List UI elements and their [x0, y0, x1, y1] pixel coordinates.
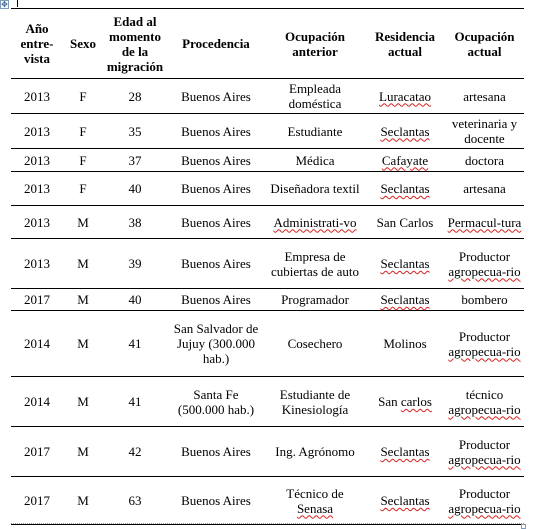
table-cell [103, 206, 167, 239]
cell-text: 2013 [24, 214, 50, 230]
table-cell [11, 239, 63, 289]
table-cell [265, 79, 365, 114]
table-cell [11, 477, 63, 525]
cell-text: 2017 [24, 493, 50, 508]
cell-text: Buenos Aires [181, 214, 251, 230]
table-row [11, 311, 524, 377]
cell-text: Buenos Aires [181, 493, 251, 508]
cell-text: F [79, 123, 87, 139]
cell-text: 2013 [24, 256, 50, 271]
header-cell: Año entre-vista [20, 21, 54, 66]
cell-text: Seclantas [380, 444, 430, 459]
table-cell [167, 149, 265, 172]
table-cell [167, 477, 265, 525]
table-cell [445, 114, 524, 149]
table-cell [103, 427, 167, 477]
table-cell [167, 114, 265, 149]
cell-text [286, 486, 343, 516]
cell-text: San Carlos [376, 214, 434, 230]
table-cell [11, 311, 63, 377]
table-resize-handle[interactable] [521, 524, 526, 529]
table-row [11, 477, 524, 525]
table-cell [63, 477, 103, 525]
table-cell [445, 289, 524, 311]
cell-text: Buenos Aires [181, 123, 251, 139]
word: agropecua-rio [448, 500, 521, 516]
word: Senasa [296, 500, 334, 516]
table-cell [167, 311, 265, 377]
header-cell: Procedencia [182, 36, 250, 51]
table-cell [63, 114, 103, 149]
word: carlos [400, 394, 432, 409]
table-row [11, 172, 524, 206]
cell-text: Estudiante [287, 123, 343, 139]
cell-text: Buenos Aires [181, 88, 251, 104]
table-cell [63, 311, 103, 377]
table-cell [365, 377, 445, 427]
table-cell [265, 311, 365, 377]
header-cell: Residencia actual [375, 28, 435, 59]
table-cell [11, 172, 63, 206]
cell-text: Molinos [383, 336, 427, 351]
migration-table [11, 8, 524, 525]
table-cell [445, 477, 524, 525]
cell-text: 37 [128, 152, 142, 168]
cell-text: Empresa de cubiertas de auto [270, 248, 360, 279]
table-cell [265, 114, 365, 149]
cell-text: 39 [128, 256, 142, 271]
cell-text: 35 [128, 123, 142, 139]
cell-text: Médica [295, 152, 335, 168]
cell-text: Seclantas [380, 292, 430, 307]
cell-text: Administrati-vo [273, 214, 357, 230]
table-cell [365, 239, 445, 289]
table-cell [167, 172, 265, 206]
table-cell [365, 172, 445, 206]
table-cell [365, 206, 445, 239]
cell-text [448, 486, 520, 516]
table-cell [103, 289, 167, 311]
cell-text: M [77, 336, 89, 351]
word: agropecua-rio [448, 343, 521, 359]
word: agropecua-rio [448, 263, 521, 279]
word: de [331, 485, 344, 501]
table-cell [11, 427, 63, 477]
cell-text: Seclantas [380, 181, 430, 196]
table-cell [103, 172, 167, 206]
table-cell [11, 206, 63, 239]
table-cell [265, 377, 365, 427]
cell-text [448, 249, 520, 279]
table-row [11, 114, 524, 149]
page-margin-guide [11, 523, 524, 525]
table-cell [63, 172, 103, 206]
cell-text: 2013 [24, 88, 50, 104]
cell-text: Empleada doméstica [288, 81, 342, 111]
cell-text: Diseñadora textil [270, 181, 360, 196]
table-cell [365, 477, 445, 525]
cell-text: Ing. Agrónomo [275, 444, 355, 459]
cell-text: Programador [281, 292, 349, 307]
table-cell [365, 311, 445, 377]
table-cell [445, 149, 524, 172]
cell-text: 42 [128, 444, 142, 459]
table-cell [11, 79, 63, 114]
cell-text: Buenos Aires [181, 292, 251, 307]
table-cell [63, 206, 103, 239]
cell-text: Permacul-tura [447, 214, 522, 230]
table-cell [445, 239, 524, 289]
cell-text: artesana [463, 181, 506, 196]
document-table-container [11, 8, 524, 525]
cell-text: Seclantas [380, 123, 430, 139]
table-cell [265, 477, 365, 525]
table-cell [167, 427, 265, 477]
word: agropecua-rio [448, 451, 521, 467]
table-cell [365, 114, 445, 149]
header-cell: Sexo [70, 36, 96, 51]
table-row [11, 377, 524, 427]
cell-text: M [77, 493, 89, 508]
cell-text [448, 437, 520, 467]
cell-text: bombero [461, 292, 508, 307]
cell-text: Buenos Aires [181, 152, 251, 168]
cell-text: 2017 [24, 444, 50, 459]
table-cell [445, 377, 524, 427]
table-cell [103, 239, 167, 289]
cell-text: Estudiante de Kinesiología [279, 386, 351, 417]
text-cursor [17, 0, 18, 7]
table-cell [11, 114, 63, 149]
cell-text: F [79, 152, 87, 168]
cell-text: 40 [128, 181, 142, 196]
cell-text: M [77, 292, 89, 307]
cell-text: 2014 [24, 336, 50, 351]
table-cell [265, 239, 365, 289]
header-cell: Edad al momento de la migración [106, 13, 164, 74]
cell-text: Cafayate [381, 152, 429, 168]
cell-text: 2013 [24, 123, 50, 139]
table-cell [63, 427, 103, 477]
cell-text: 41 [128, 336, 142, 351]
table-row [11, 289, 524, 311]
table-cell [445, 311, 524, 377]
table-cell [265, 149, 365, 172]
table-cell [167, 289, 265, 311]
table-cell [365, 427, 445, 477]
header-cell: Ocupación actual [454, 28, 515, 59]
cell-text: M [77, 256, 89, 271]
cell-text: Santa Fe (500.000 hab.) [177, 386, 255, 417]
word: San [378, 394, 398, 409]
table-move-handle-icon[interactable]: ✥ [1, 0, 8, 9]
cell-text: M [77, 214, 89, 230]
cell-text: M [77, 444, 89, 459]
table-cell [167, 79, 265, 114]
word: Técnico [286, 485, 329, 501]
table-cell [445, 427, 524, 477]
cell-text [448, 329, 520, 359]
cell-text: M [77, 394, 89, 409]
cell-text: doctora [465, 152, 504, 168]
cell-text: Luracatao [379, 88, 431, 104]
word: Productor [458, 485, 511, 501]
cell-text: 41 [128, 394, 142, 409]
table-cell [445, 206, 524, 239]
table-cell [103, 377, 167, 427]
word: técnico [465, 386, 504, 402]
table-cell [445, 79, 524, 114]
cell-text: 2017 [24, 292, 50, 307]
table-cell [265, 206, 365, 239]
cell-text: 2013 [24, 181, 50, 196]
table-cell [63, 239, 103, 289]
cell-text: 2014 [24, 394, 50, 409]
word: Productor [458, 248, 511, 264]
table-header-row [11, 9, 524, 79]
table-row [11, 239, 524, 289]
cell-text: veterinaria y docente [451, 116, 518, 146]
cell-text: 38 [128, 214, 142, 230]
table-cell [445, 172, 524, 206]
cell-text: 2013 [24, 152, 50, 168]
table-cell [365, 289, 445, 311]
cell-text: Buenos Aires [181, 444, 251, 459]
table-row [11, 427, 524, 477]
cell-text: F [79, 181, 87, 196]
table-cell [265, 172, 365, 206]
table-cell [103, 477, 167, 525]
cell-text: Seclantas [380, 256, 430, 271]
table-cell [167, 377, 265, 427]
table-cell [11, 289, 63, 311]
word: Productor [458, 436, 511, 452]
cell-text [448, 387, 520, 417]
cell-text: 63 [128, 493, 142, 508]
cell-text: Cosechero [287, 336, 343, 351]
cell-text: 28 [128, 88, 142, 104]
table-cell [265, 427, 365, 477]
table-body [11, 79, 524, 525]
table-cell [103, 311, 167, 377]
table-cell [63, 79, 103, 114]
cell-text: Seclantas [380, 493, 430, 508]
table-row [11, 206, 524, 239]
table-row [11, 79, 524, 114]
cell-text: artesana [463, 88, 506, 104]
word: agropecua-rio [448, 401, 521, 417]
cell-text: San Salvador de Jujuy (300.000 hab.) [173, 321, 259, 366]
table-cell [365, 79, 445, 114]
cell-text: Buenos Aires [181, 256, 251, 271]
header-cell: Ocupación anterior [285, 28, 345, 59]
table-cell [63, 377, 103, 427]
table-cell [11, 377, 63, 427]
table-cell [103, 114, 167, 149]
table-cell [167, 239, 265, 289]
table-cell [63, 289, 103, 311]
cell-text: 40 [128, 292, 142, 307]
table-cell [103, 149, 167, 172]
table-cell [167, 206, 265, 239]
table-row [11, 149, 524, 172]
table-cell [103, 79, 167, 114]
cell-text: F [79, 88, 87, 104]
cell-text: Buenos Aires [181, 181, 251, 196]
word: Productor [458, 328, 511, 344]
table-cell [365, 149, 445, 172]
cell-text [378, 394, 432, 409]
table-cell [265, 289, 365, 311]
table-cell [11, 149, 63, 172]
table-cell [63, 149, 103, 172]
